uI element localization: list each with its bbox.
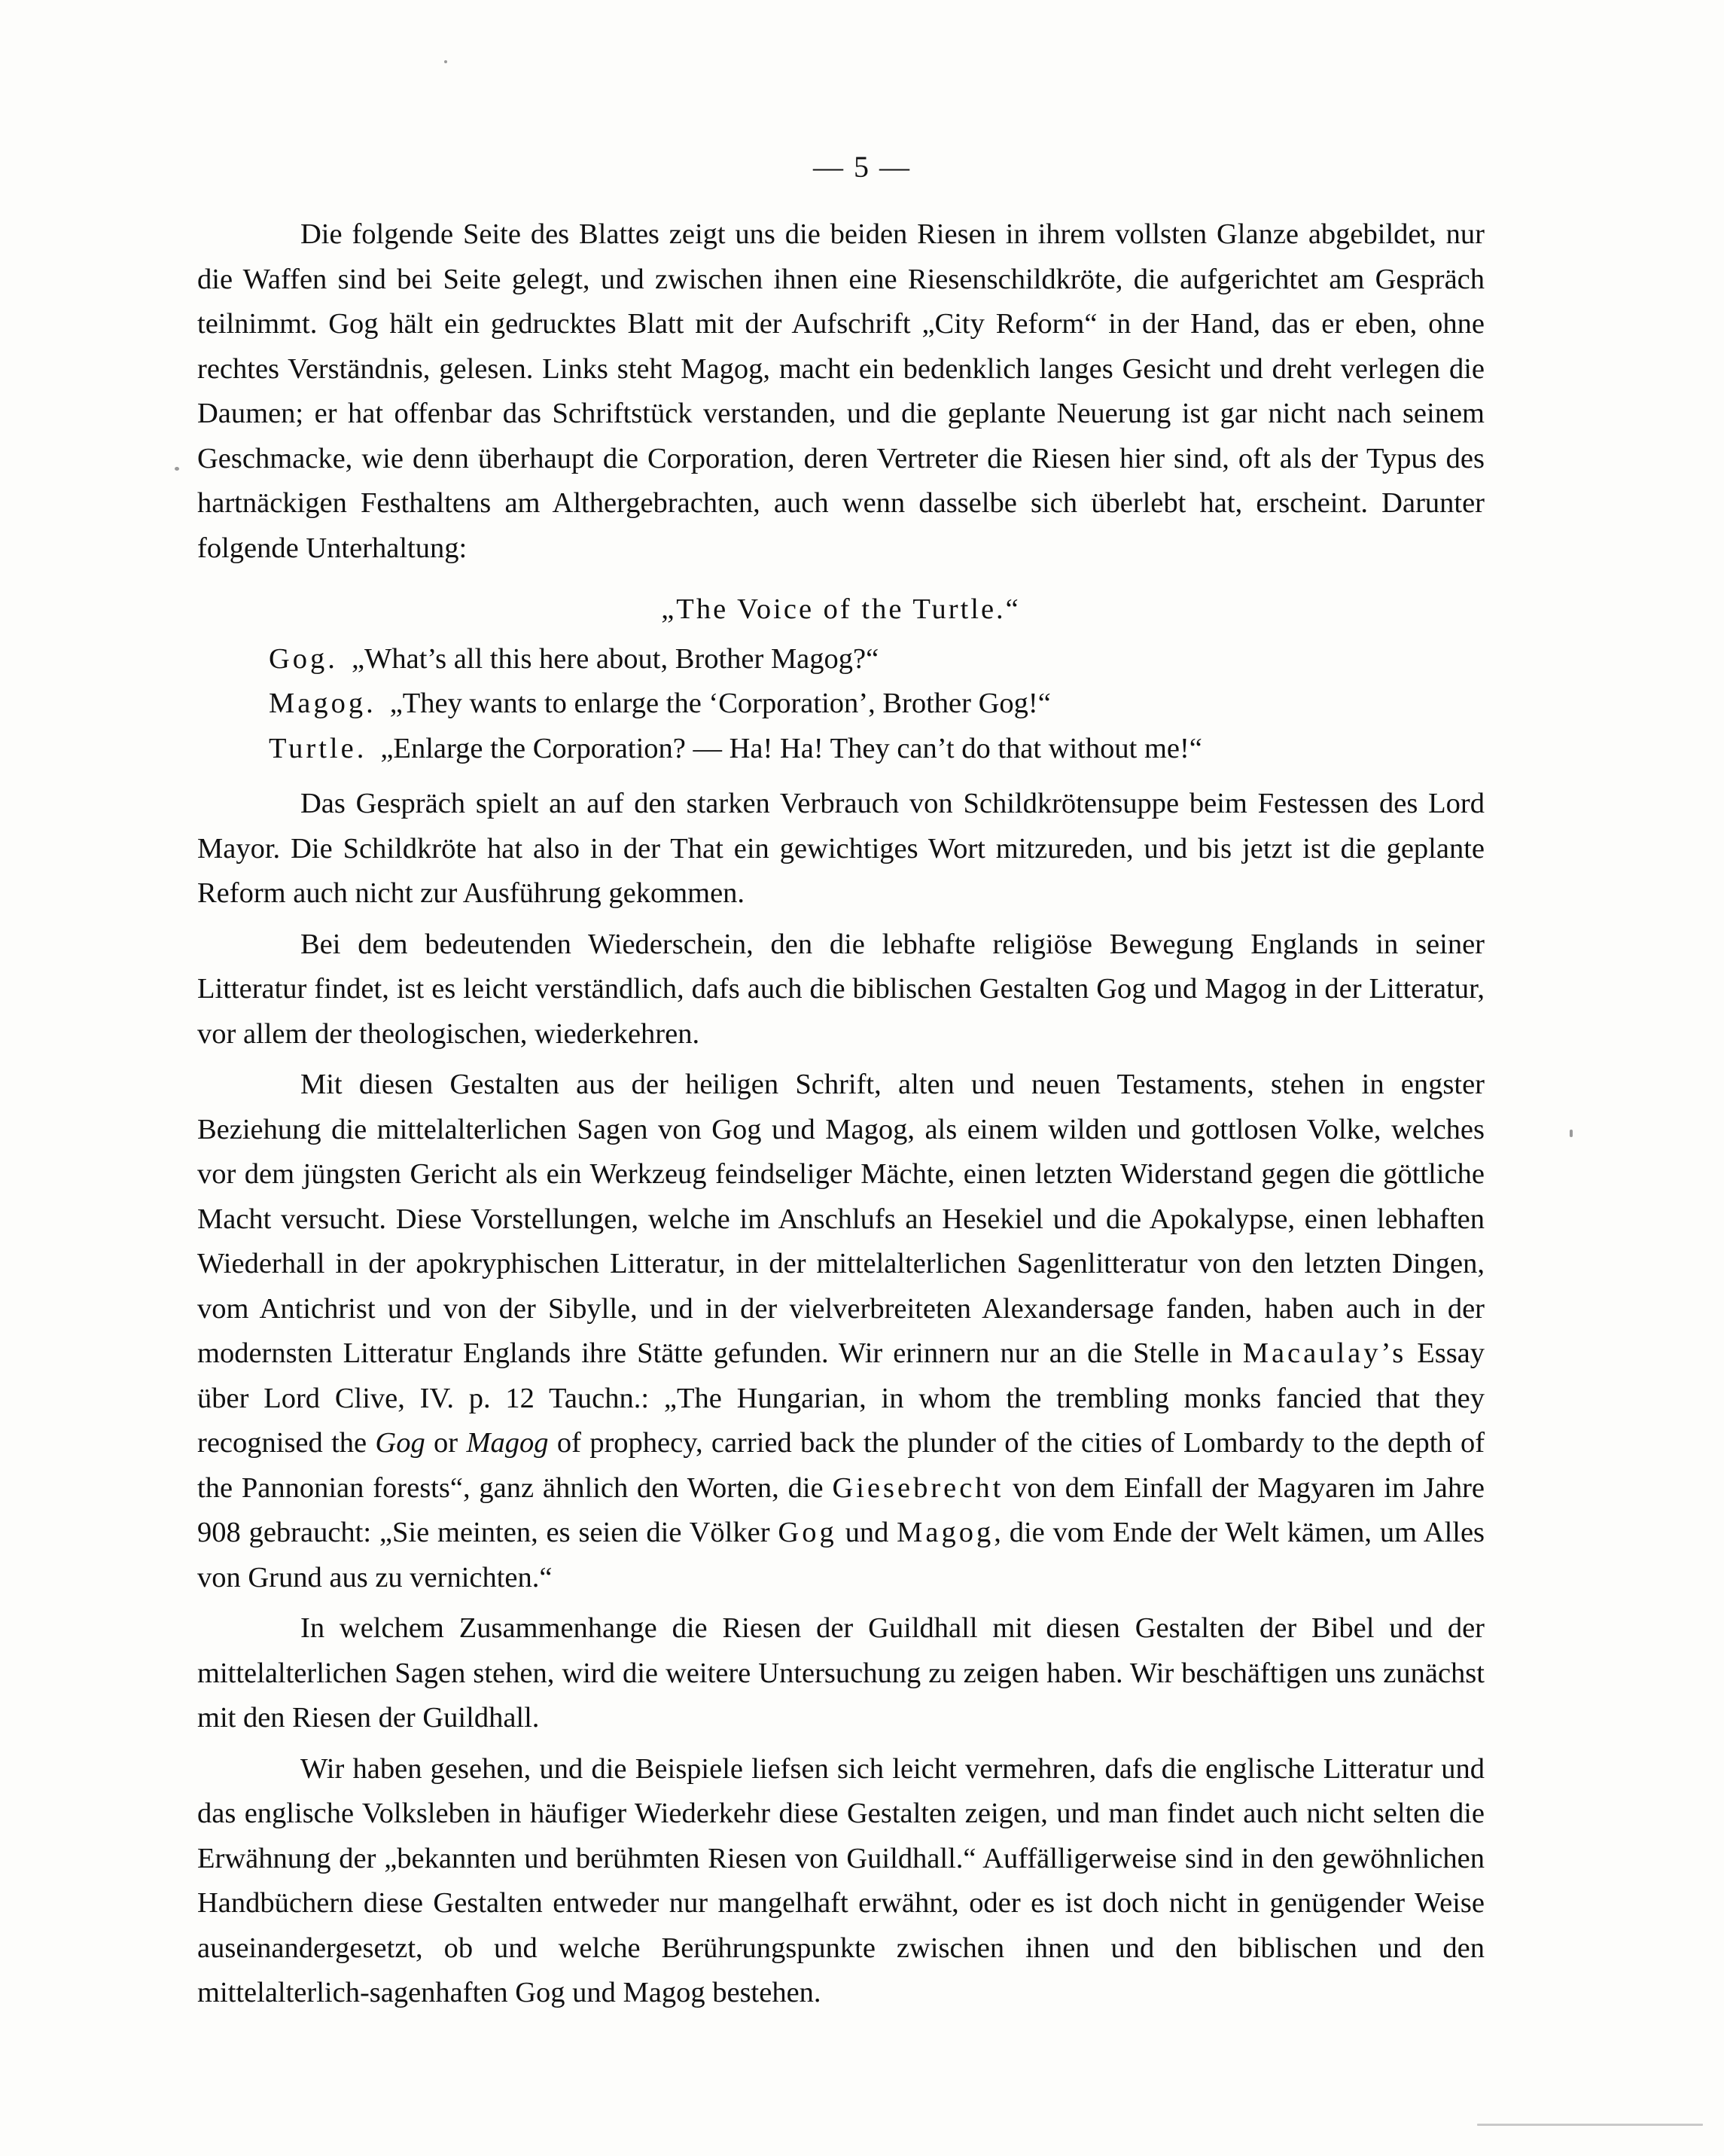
dialog-text: „They wants to enlarge the ‘Corporation’, Brother Gog!“ (389, 688, 1051, 719)
dialog-line (197, 637, 1485, 682)
scan-speck (1477, 2124, 1703, 2126)
scan-speck (175, 467, 179, 471)
text-run: von dem Einfall der Magyaren im Jahre 908 gebraucht: „Sie meinten, es seien die Völker (197, 1471, 1485, 1548)
scan-speck (1570, 1130, 1573, 1137)
spaced-magog: Magog (897, 1517, 994, 1548)
author-name-giesebrecht: Giesebrecht (832, 1471, 1004, 1504)
text-run: Essay über Lord Clive, IV. p. 12 Tauchn.: „The Hungarian, in whom the trembling monks fancied that they recognised the (197, 1337, 1485, 1459)
paragraph-3: Bei dem bedeutenden Wiederschein, den die lebhafte religiöse Bewegung Englands in seiner Litteratur findet, ist es leicht verständlich, dafs auch die biblischen Gestalten Gog und Magog in der Litteratur, vor allem der theologischen, wiederkehren. (197, 928, 1485, 1050)
body-text (197, 212, 1485, 2016)
text-run: , die vom Ende der Welt kämen, um Alles von Grund aus zu vernichten.“ (197, 1517, 1485, 1593)
paragraph-2: Das Gespräch spielt an auf den starken Verbrauch von Schildkrötensuppe beim Festessen des Lord Mayor. Die Schildkröte hat also in der That ein gewichtiges Wort mitzureden, und bis jetzt ist die geplante Reform auch nicht zur Ausführung gekommen. (197, 788, 1485, 909)
spaced-gog: Gog (778, 1517, 837, 1548)
italic-magog: Magog (466, 1427, 549, 1459)
paragraph-1: Die folgende Seite des Blattes zeigt uns die beiden Riesen in ihrem vollsten Glanze abgebildet, nur die Waffen sind bei Seite gelegt, und zwischen ihnen eine Riesenschildkröte, die aufgerichtet am Gespräch teilnimmt. Gog hält ein gedrucktes Blatt mit der Aufschrift „City Reform“ in der Hand, das er eben, ohne rechtes Verständnis, gelesen. Links steht Magog, macht ein bedenklich langes Gesicht und dreht verlegen die Daumen; er hat offenbar das Schriftstück verstanden, und die geplante Neuerung ist gar nicht nach seinem Geschmacke, wie denn überhaupt die Corporation, deren Vertreter die Riesen hier sind, oft als der Typus des hartnäckigen Festhaltens am Althergebrachten, auch wenn dasselbe sich überlebt hat, erscheint. Darunter folgende Unterhaltung: (197, 218, 1485, 564)
text-run: or (434, 1427, 458, 1459)
dialog-text: „Enlarge the Corporation? — Ha! Ha! They can’t do that without me!“ (380, 732, 1202, 764)
dialog-line (197, 727, 1485, 772)
text-run: Mit diesen Gestalten aus der heiligen Schrift, alten und neuen Testaments, stehen in engster Beziehung die mittelalterlichen Sagen von Gog und Magog, als einem wilden und gottlosen Volke, welches vor dem jüngsten Gericht als ein Werkzeug feindseliger Mächte, einen letzten Widerstand gegen die göttliche Macht versucht. Diese Vorstellungen, welche im Anschlufs an Hesekiel und die Apokalypse, einen lebhaften Wiederhall in der apokryphischen Litteratur, in der mittelalterlichen Sagenlitteratur von den letzten Dingen, vom Antichrist und von der Sibylle, und in der vielverbreiteten Alexandersage fanden, haben auch in der modernsten Litteratur Englands ihre Stätte gefunden. Wir erinnern nur an die Stelle in (197, 1069, 1485, 1369)
page-number: — 5 — (813, 150, 911, 184)
dialog-speaker: Turtle. (269, 732, 367, 764)
dialog-title: „The Voice of the Turtle.“ (661, 593, 1021, 625)
dialog-speaker: Gog. (269, 642, 338, 675)
paragraph-4 (197, 1063, 1485, 1600)
italic-gog: Gog (375, 1427, 425, 1459)
scan-speck (444, 60, 447, 63)
text-run: of prophecy, carried back the plunder of the cities of Lombardy to the depth of the Pannonian forests“, ganz ähnlich den Worten, die (197, 1427, 1485, 1504)
paragraph-6: Wir haben gesehen, und die Beispiele liefsen sich leicht vermehren, dafs die englische Litteratur und das englische Volksleben in häufiger Wiederkehr diese Gestalten zeigen, und man findet auch nicht selten die Erwähnung der „bekannten und berühmten Riesen von Guildhall.“ Auffälligerweise sind in den gewöhnlichen Handbüchern diese Gestalten entweder nur mangelhaft erwähnt, oder es ist doch nicht in genügender Weise auseinandergesetzt, ob und welche Berührungspunkte zwischen ihnen und den biblischen und den mittelalterlich-sagenhaften Gog und Magog bestehen. (197, 1752, 1485, 2008)
dialog (197, 637, 1485, 772)
paragraph-5: In welchem Zusammenhange die Riesen der Guildhall mit diesen Gestalten der Bibel und der mittelalterlichen Sagen stehen, wird die weitere Untersuchung zu zeigen haben. Wir beschäftigen uns zunächst mit den Riesen der Guildhall. (197, 1612, 1485, 1734)
dialog-text: „What’s all this here about, Brother Magog?“ (351, 642, 879, 675)
author-name-macaulay: Macaulay’s (1242, 1337, 1407, 1369)
text-run: und (845, 1517, 889, 1548)
dialog-speaker: Magog. (269, 688, 376, 719)
dialog-line (197, 682, 1485, 727)
